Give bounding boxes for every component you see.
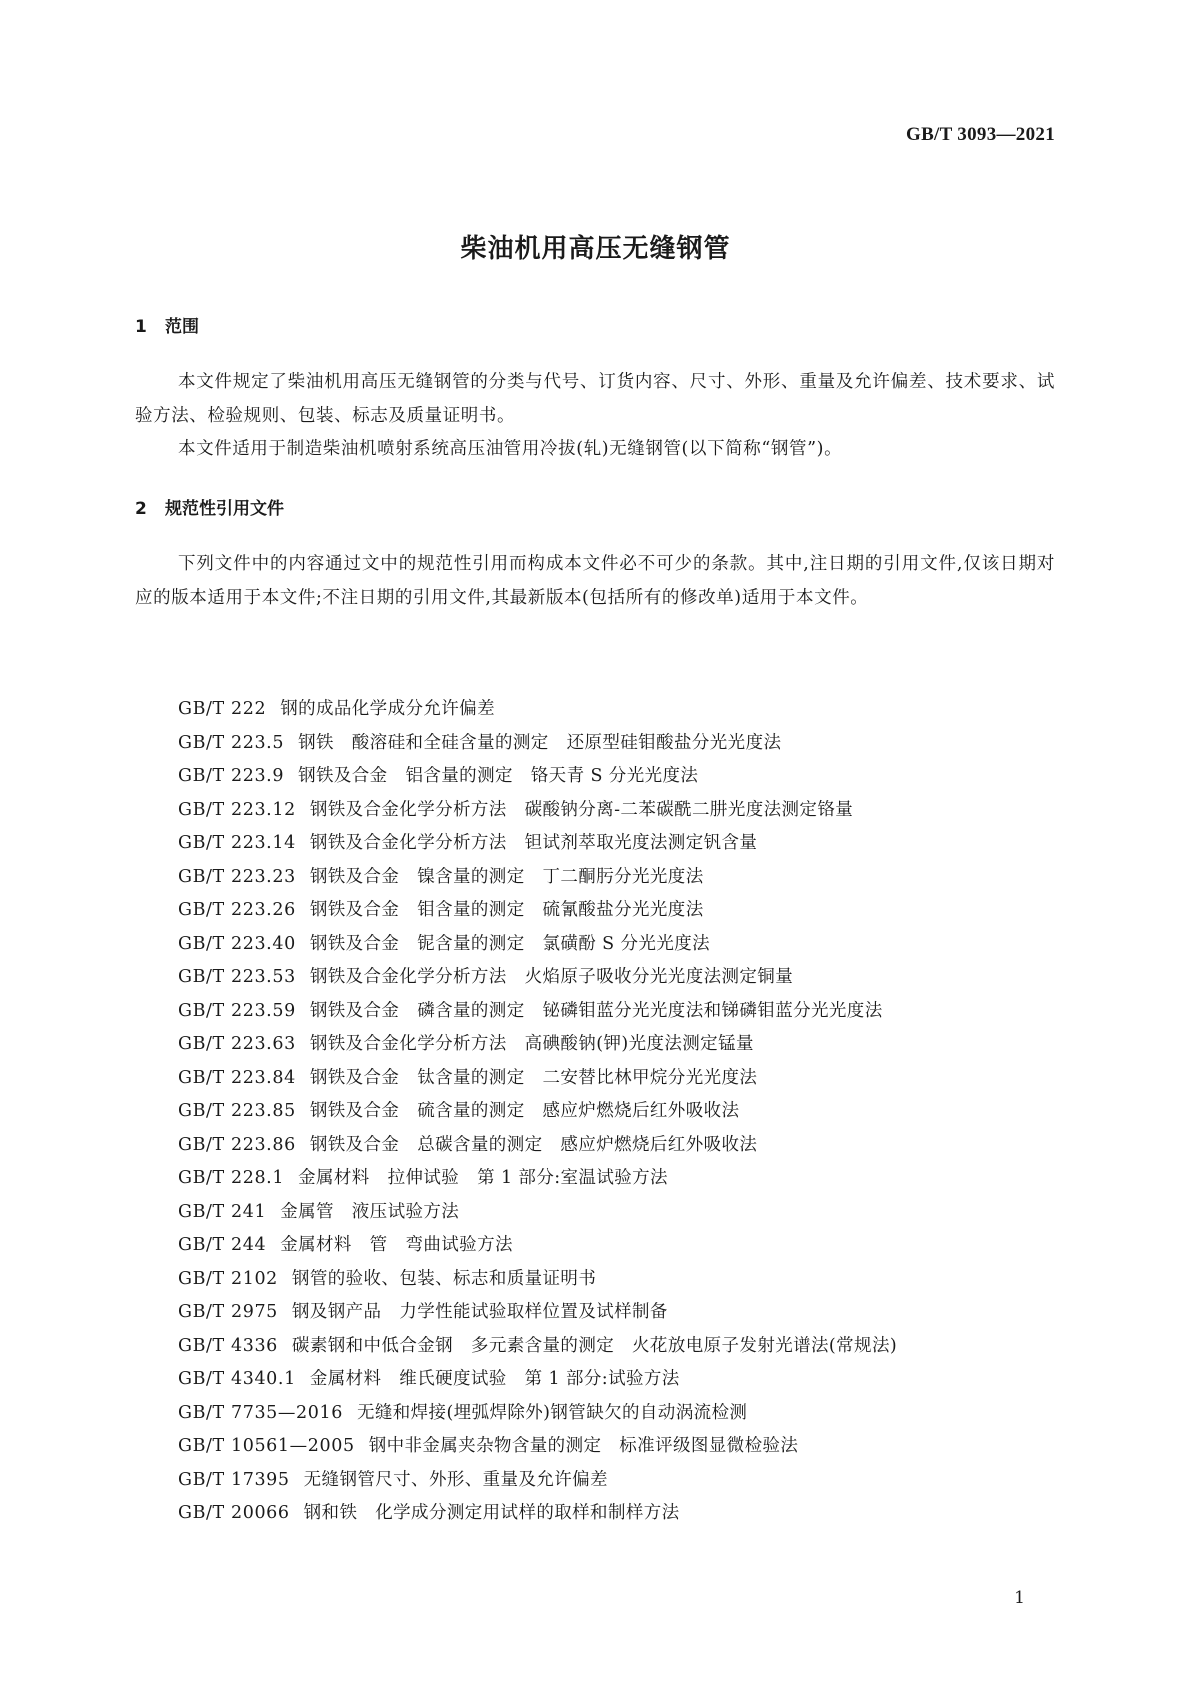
reference-title: 钢铁及合金化学分析方法 火焰原子吸收分光光度法测定铜量 [309, 967, 794, 987]
reference-item [178, 1229, 1078, 1263]
reference-item [178, 1263, 1078, 1297]
section-number: 2 [135, 499, 147, 519]
reference-item [178, 794, 1078, 828]
reference-item [178, 961, 1078, 995]
reference-item [178, 1162, 1078, 1196]
reference-item [178, 693, 1078, 727]
reference-list [178, 693, 1078, 1531]
reference-title: 钢铁及合金化学分析方法 碳酸钠分离-二苯碳酰二肼光度法测定铬量 [309, 799, 854, 820]
reference-title: 金属材料 维氏硬度试验 第 1 部分:试验方法 [309, 1369, 680, 1389]
reference-title: 钢铁及合金 硫含量的测定 感应炉燃烧后红外吸收法 [309, 1101, 740, 1121]
reference-code: GB/T 223.84 [178, 1067, 296, 1088]
reference-item [178, 995, 1078, 1029]
document-title: 柴油机用高压无缝钢管 [460, 234, 731, 264]
reference-item [178, 1363, 1078, 1397]
reference-item [178, 1330, 1078, 1364]
reference-title: 金属材料 管 弯曲试验方法 [280, 1235, 513, 1255]
reference-item [178, 1028, 1078, 1062]
section-heading-normative-references [135, 494, 284, 519]
reference-item [178, 894, 1078, 928]
standard-code: GB/T 3093—2021 [905, 124, 1055, 145]
reference-item [178, 1464, 1078, 1498]
reference-item [178, 1430, 1078, 1464]
reference-item [178, 760, 1078, 794]
reference-code: GB/T 223.23 [178, 866, 296, 887]
reference-title: 钢中非金属夹杂物含量的测定 标准评级图显微检验法 [368, 1436, 799, 1456]
reference-title: 钢和铁 化学成分测定用试样的取样和制样方法 [303, 1503, 680, 1523]
reference-title: 金属管 液压试验方法 [280, 1201, 460, 1222]
reference-item [178, 1497, 1078, 1531]
reference-code: GB/T 2975 [178, 1302, 278, 1322]
reference-title: 钢铁及合金 钛含量的测定 二安替比林甲烷分光光度法 [309, 1067, 758, 1088]
reference-code: GB/T 223.26 [178, 900, 296, 920]
section-title: 范围 [165, 317, 199, 337]
reference-code: GB/T 4336 [178, 1335, 278, 1356]
reference-item [178, 1397, 1078, 1431]
reference-code: GB/T 223.5 [178, 732, 285, 753]
reference-code: GB/T 223.86 [178, 1134, 296, 1155]
section-heading-scope [135, 312, 199, 337]
reference-item [178, 1095, 1078, 1129]
reference-title: 无缝钢管尺寸、外形、重量及允许偏差 [303, 1469, 608, 1490]
reference-code: GB/T 20066 [178, 1503, 290, 1523]
reference-title: 钢管的验收、包装、标志和质量证明书 [291, 1268, 597, 1289]
reference-title: 钢铁及合金 铌含量的测定 氯磺酚 S 分光光度法 [309, 933, 711, 954]
reference-code: GB/T 223.63 [178, 1034, 296, 1054]
reference-item [178, 1296, 1078, 1330]
scope-paragraph: 本文件规定了柴油机用高压无缝钢管的分类与代号、订货内容、尺寸、外形、重量及允许偏差、技术要求、试验方法、检验规则、包装、标志及质量证明书。 [135, 372, 1055, 426]
reference-title: 钢的成品化学成分允许偏差 [280, 699, 495, 719]
reference-title: 钢铁及合金化学分析方法 高碘酸钠(钾)光度法测定锰量 [309, 1034, 754, 1054]
reference-code: GB/T 223.12 [178, 799, 296, 820]
reference-code: GB/T 228.1 [178, 1168, 285, 1188]
reference-item [178, 727, 1078, 761]
reference-code: GB/T 7735—2016 [178, 1402, 343, 1423]
reference-title: 钢铁及合金 总碳含量的测定 感应炉燃烧后红外吸收法 [309, 1134, 758, 1155]
reference-title: 钢铁及合金 铝含量的测定 铬天青 S 分光光度法 [298, 766, 699, 786]
reference-code: GB/T 223.14 [178, 833, 296, 853]
reference-title: 钢铁及合金 磷含量的测定 铋磷钼蓝分光光度法和锑磷钼蓝分光光度法 [309, 1000, 883, 1021]
reference-item [178, 861, 1078, 895]
reference-item [178, 827, 1078, 861]
scope-paragraph: 本文件适用于制造柴油机喷射系统高压油管用冷拔(轧)无缝钢管(以下简称“钢管”)。 [178, 439, 843, 459]
reference-title: 碳素钢和中低合金钢 多元素含量的测定 火花放电原子发射光谱法(常规法) [291, 1335, 898, 1356]
normative-refs-intro: 下列文件中的内容通过文中的规范性引用而构成本文件必不可少的条款。其中,注日期的引用文件,仅该日期对应的版本适用于本文件;不注日期的引用文件,其最新版本(包括所有的修改单)适用于本文件。 [135, 554, 1055, 608]
reference-code: GB/T 223.59 [178, 1000, 296, 1021]
reference-code: GB/T 222 [178, 699, 267, 719]
reference-title: 钢铁及合金 镍含量的测定 丁二酮肟分光光度法 [309, 866, 704, 887]
reference-code: GB/T 223.53 [178, 967, 296, 987]
reference-title: 钢及钢产品 力学性能试验取样位置及试样制备 [291, 1302, 668, 1322]
reference-title: 无缝和焊接(埋弧焊除外)钢管缺欠的自动涡流检测 [356, 1402, 748, 1423]
page-number: 1 [1014, 1588, 1025, 1608]
reference-code: GB/T 244 [178, 1235, 267, 1255]
reference-item [178, 928, 1078, 962]
reference-item [178, 1196, 1078, 1230]
reference-title: 钢铁 酸溶硅和全硅含量的测定 还原型硅钼酸盐分光光度法 [298, 732, 782, 753]
reference-code: GB/T 4340.1 [178, 1369, 296, 1389]
reference-code: GB/T 10561—2005 [178, 1436, 355, 1456]
reference-item [178, 1129, 1078, 1163]
section-number: 1 [135, 317, 147, 337]
reference-code: GB/T 223.85 [178, 1101, 296, 1121]
section-title: 规范性引用文件 [165, 499, 284, 519]
reference-code: GB/T 223.9 [178, 766, 285, 786]
reference-code: GB/T 17395 [178, 1469, 290, 1490]
reference-code: GB/T 241 [178, 1201, 267, 1222]
reference-code: GB/T 223.40 [178, 933, 296, 954]
reference-title: 金属材料 拉伸试验 第 1 部分:室温试验方法 [298, 1168, 668, 1188]
reference-code: GB/T 2102 [178, 1268, 278, 1289]
reference-item [178, 1062, 1078, 1096]
reference-title: 钢铁及合金化学分析方法 钽试剂萃取光度法测定钒含量 [309, 833, 758, 853]
reference-title: 钢铁及合金 钼含量的测定 硫氰酸盐分光光度法 [309, 900, 704, 920]
